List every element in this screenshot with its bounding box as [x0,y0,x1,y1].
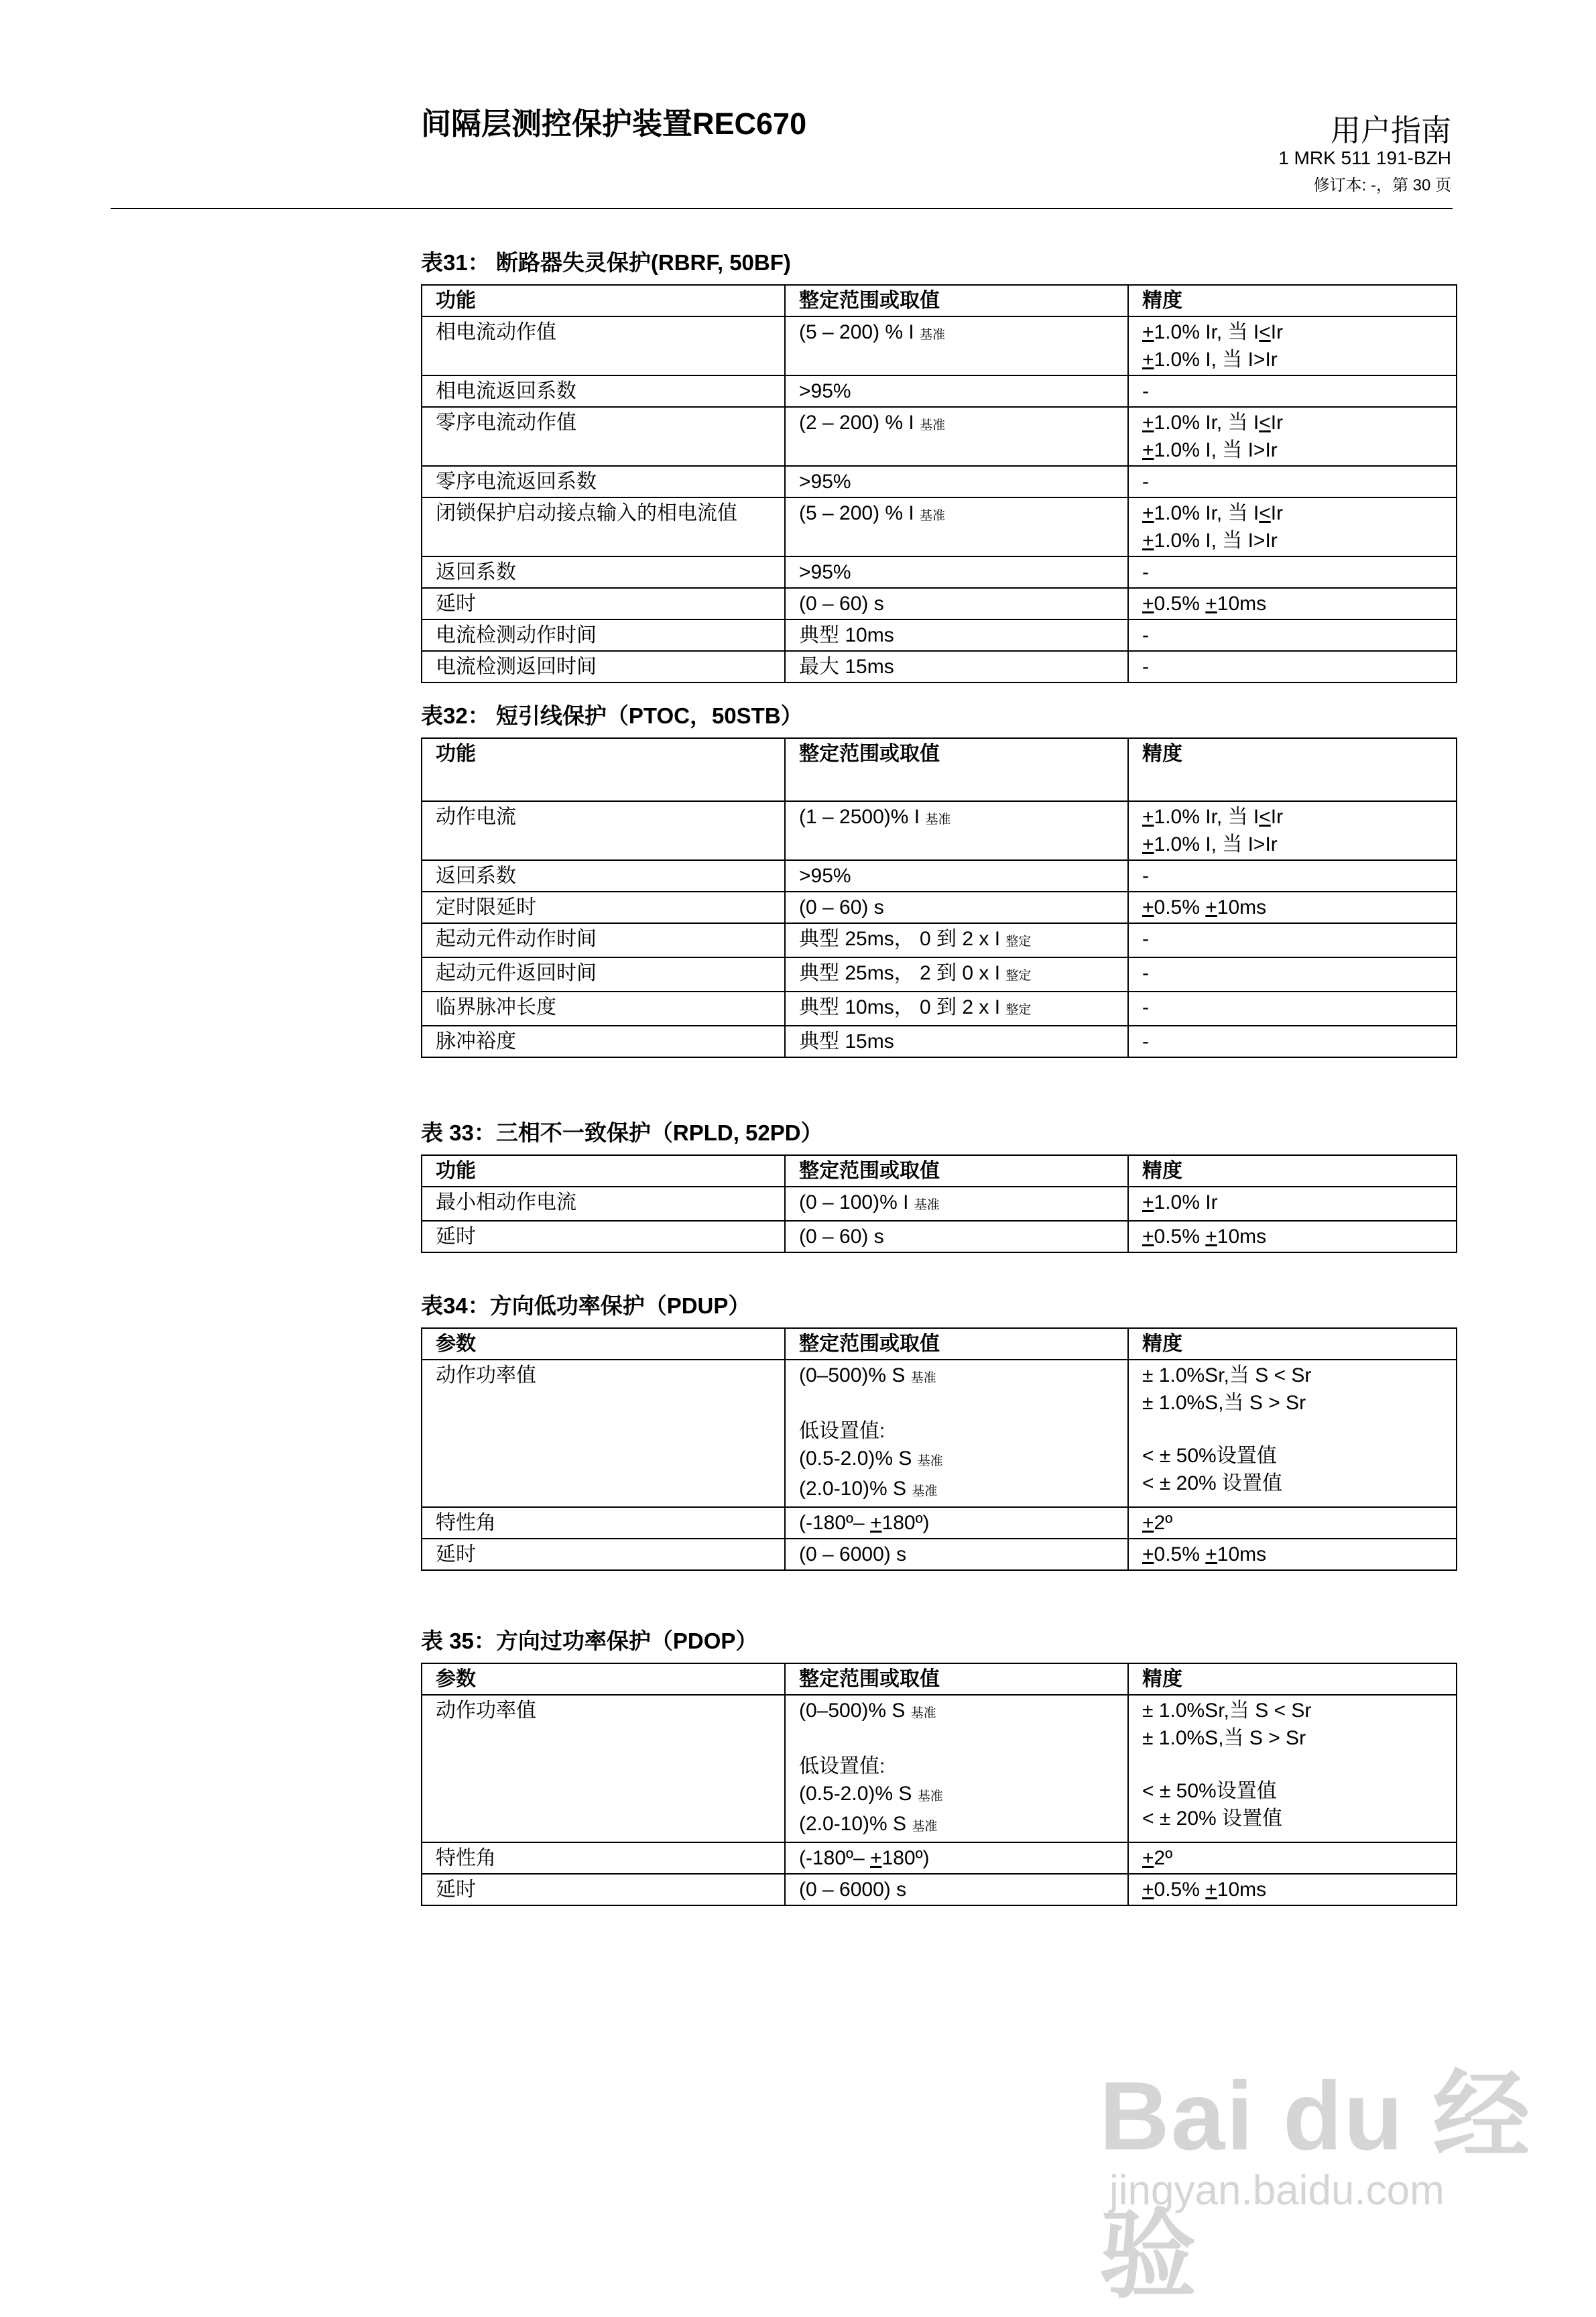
table-row [422,923,1457,957]
table-row [422,1842,1457,1874]
spec-table [421,737,1457,1058]
function-cell: 延时 [422,1874,785,1905]
table-row [422,1026,1457,1057]
function-cell: 临界脉冲长度 [422,992,785,1026]
column-header: 精度 [1128,738,1457,801]
column-header: 功能 [422,1155,785,1187]
column-header: 参数 [422,1663,785,1695]
accuracy-cell: +0.5% +10ms [1128,892,1457,923]
table-caption: 表32： 短引线保护（PTOC，50STB） [421,703,803,728]
accuracy-cell: - [1128,651,1457,682]
table-row [422,375,1457,407]
accuracy-cell: +1.0% Ir [1128,1187,1457,1221]
table-row [422,407,1457,466]
column-header: 功能 [422,285,785,316]
table-row [422,651,1457,682]
accuracy-cell: +0.5% +10ms [1128,1874,1457,1905]
table-caption: 表 35：方向过功率保护（PDOP） [421,1628,758,1653]
function-cell: 延时 [422,1539,785,1570]
setting-range-cell: (-180º– +180º) [785,1842,1128,1874]
accuracy-cell: +0.5% +10ms [1128,1539,1457,1570]
function-cell: 特性角 [422,1842,785,1874]
table-row [422,619,1457,651]
table-caption: 表34：方向低功率保护（PDUP） [421,1293,751,1318]
document-number: 1 MRK 511 191-BZH [1278,147,1451,168]
accuracy-cell: - [1128,1026,1457,1057]
accuracy-cell: +2º [1128,1507,1457,1539]
function-cell: 起动元件返回时间 [422,957,785,992]
setting-range-cell: (0 – 6000) s [785,1539,1128,1570]
table-caption: 表 33：三相不一致保护（RPLD, 52PD） [421,1120,823,1145]
column-header: 整定范围或取值 [785,1663,1128,1695]
table-row [422,801,1457,860]
table-row [422,957,1457,992]
function-cell: 脉冲裕度 [422,1026,785,1057]
function-cell: 电流检测动作时间 [422,619,785,651]
accuracy-cell: +1.0% Ir, 当 I<Ir +1.0% I, 当 I>Ir [1128,801,1457,860]
accuracy-cell: - [1128,375,1457,407]
table-row [422,1874,1457,1905]
function-cell: 延时 [422,588,785,619]
setting-range-cell: >95% [785,556,1128,588]
setting-range-cell: (2 – 200) % I 基准 [785,407,1128,466]
accuracy-cell: ± 1.0%Sr,当 S < Sr ± 1.0%S,当 S > Sr < ± 50%设置值 < ± 20% 设置值 [1128,1695,1457,1842]
table-row [422,892,1457,923]
setting-range-cell: 典型 10ms， 0 到 2 x I 整定 [785,992,1128,1026]
accuracy-cell: - [1128,992,1457,1026]
guide-title: 用户指南 [1330,113,1451,147]
setting-range-cell: (0 – 100)% I 基准 [785,1187,1128,1221]
accuracy-cell: - [1128,957,1457,992]
table-32-section [421,703,1456,1058]
table-row [422,1187,1457,1221]
setting-range-cell: 典型 15ms [785,1026,1128,1057]
table-row [422,316,1457,375]
accuracy-cell: +1.0% Ir, 当 I<Ir +1.0% I, 当 I>Ir [1128,407,1457,466]
table-caption: 表31： 断路器失灵保护(RBRF, 50BF) [421,250,791,275]
accuracy-cell: +0.5% +10ms [1128,1221,1457,1252]
table-35-section [421,1628,1456,1906]
table-34-section [421,1293,1456,1571]
function-cell: 相电流动作值 [422,316,785,375]
accuracy-cell: +0.5% +10ms [1128,588,1457,619]
function-cell: 最小相动作电流 [422,1187,785,1221]
setting-range-cell: >95% [785,466,1128,497]
setting-range-cell: (-180º– +180º) [785,1507,1128,1539]
function-cell: 起动元件动作时间 [422,923,785,957]
table-row [422,1695,1457,1842]
watermark-url: jingyan.baidu.com [1109,2167,1445,2214]
column-header: 精度 [1128,285,1457,316]
table-33-section [421,1120,1456,1253]
accuracy-cell: - [1128,619,1457,651]
revision-page-label: 修订本: -，第 30 页 [1313,176,1451,194]
column-header: 功能 [422,738,785,801]
column-header: 精度 [1128,1328,1457,1360]
setting-range-cell: 典型 25ms， 2 到 0 x I 整定 [785,957,1128,992]
table-row [422,1539,1457,1570]
function-cell: 电流检测返回时间 [422,651,785,682]
table-row [422,992,1457,1026]
setting-range-cell: (1 – 2500)% I 基准 [785,801,1128,860]
function-cell: 相电流返回系数 [422,375,785,407]
setting-range-cell: (0 – 60) s [785,892,1128,923]
setting-range-cell: (0–500)% S 基准 低设置值: (0.5-2.0)% S 基准 (2.0-10)% S 基准 [785,1695,1128,1842]
setting-range-cell: (0 – 60) s [785,588,1128,619]
setting-range-cell: >95% [785,860,1128,892]
column-header: 整定范围或取值 [785,1328,1128,1360]
function-cell: 动作功率值 [422,1360,785,1507]
table-31-section [421,249,1456,683]
spec-table [421,1327,1457,1571]
setting-range-cell: 最大 15ms [785,651,1128,682]
header-divider [111,208,1453,209]
function-cell: 零序电流动作值 [422,407,785,466]
spec-table [421,1154,1457,1253]
accuracy-cell: - [1128,923,1457,957]
accuracy-cell: +1.0% Ir, 当 I<Ir +1.0% I, 当 I>Ir [1128,497,1457,556]
spec-table [421,284,1457,683]
accuracy-cell: ± 1.0%Sr,当 S < Sr ± 1.0%S,当 S > Sr < ± 50%设置值 < ± 20% 设置值 [1128,1360,1457,1507]
accuracy-cell: +2º [1128,1842,1457,1874]
baidu-jingyan-watermark-logo: Bai du 经验 [1099,2062,1532,2310]
function-cell: 零序电流返回系数 [422,466,785,497]
setting-range-cell: (5 – 200) % I 基准 [785,497,1128,556]
table-row [422,1221,1457,1252]
table-row [422,556,1457,588]
setting-range-cell: (0–500)% S 基准 低设置值: (0.5-2.0)% S 基准 (2.0-10)% S 基准 [785,1360,1128,1507]
table-row [422,860,1457,892]
table-row [422,588,1457,619]
table-row [422,497,1457,556]
function-cell: 闭锁保护启动接点输入的相电流值 [422,497,785,556]
setting-range-cell: (5 – 200) % I 基准 [785,316,1128,375]
setting-range-cell: (0 – 6000) s [785,1874,1128,1905]
accuracy-cell: - [1128,556,1457,588]
setting-range-cell: >95% [785,375,1128,407]
column-header: 整定范围或取值 [785,1155,1128,1187]
document-title: 间隔层测控保护装置REC670 [421,107,807,141]
column-header: 整定范围或取值 [785,738,1128,801]
function-cell: 返回系数 [422,556,785,588]
accuracy-cell: +1.0% Ir, 当 I<Ir +1.0% I, 当 I>Ir [1128,316,1457,375]
function-cell: 特性角 [422,1507,785,1539]
function-cell: 动作功率值 [422,1695,785,1842]
setting-range-cell: (0 – 60) s [785,1221,1128,1252]
function-cell: 延时 [422,1221,785,1252]
column-header: 精度 [1128,1155,1457,1187]
setting-range-cell: 典型 10ms [785,619,1128,651]
accuracy-cell: - [1128,466,1457,497]
column-header: 精度 [1128,1663,1457,1695]
accuracy-cell: - [1128,860,1457,892]
table-row [422,1360,1457,1507]
spec-table [421,1663,1457,1906]
column-header: 参数 [422,1328,785,1360]
setting-range-cell: 典型 25ms， 0 到 2 x I 整定 [785,923,1128,957]
function-cell: 动作电流 [422,801,785,860]
function-cell: 返回系数 [422,860,785,892]
column-header: 整定范围或取值 [785,285,1128,316]
table-row [422,466,1457,497]
table-row [422,1507,1457,1539]
function-cell: 定时限延时 [422,892,785,923]
